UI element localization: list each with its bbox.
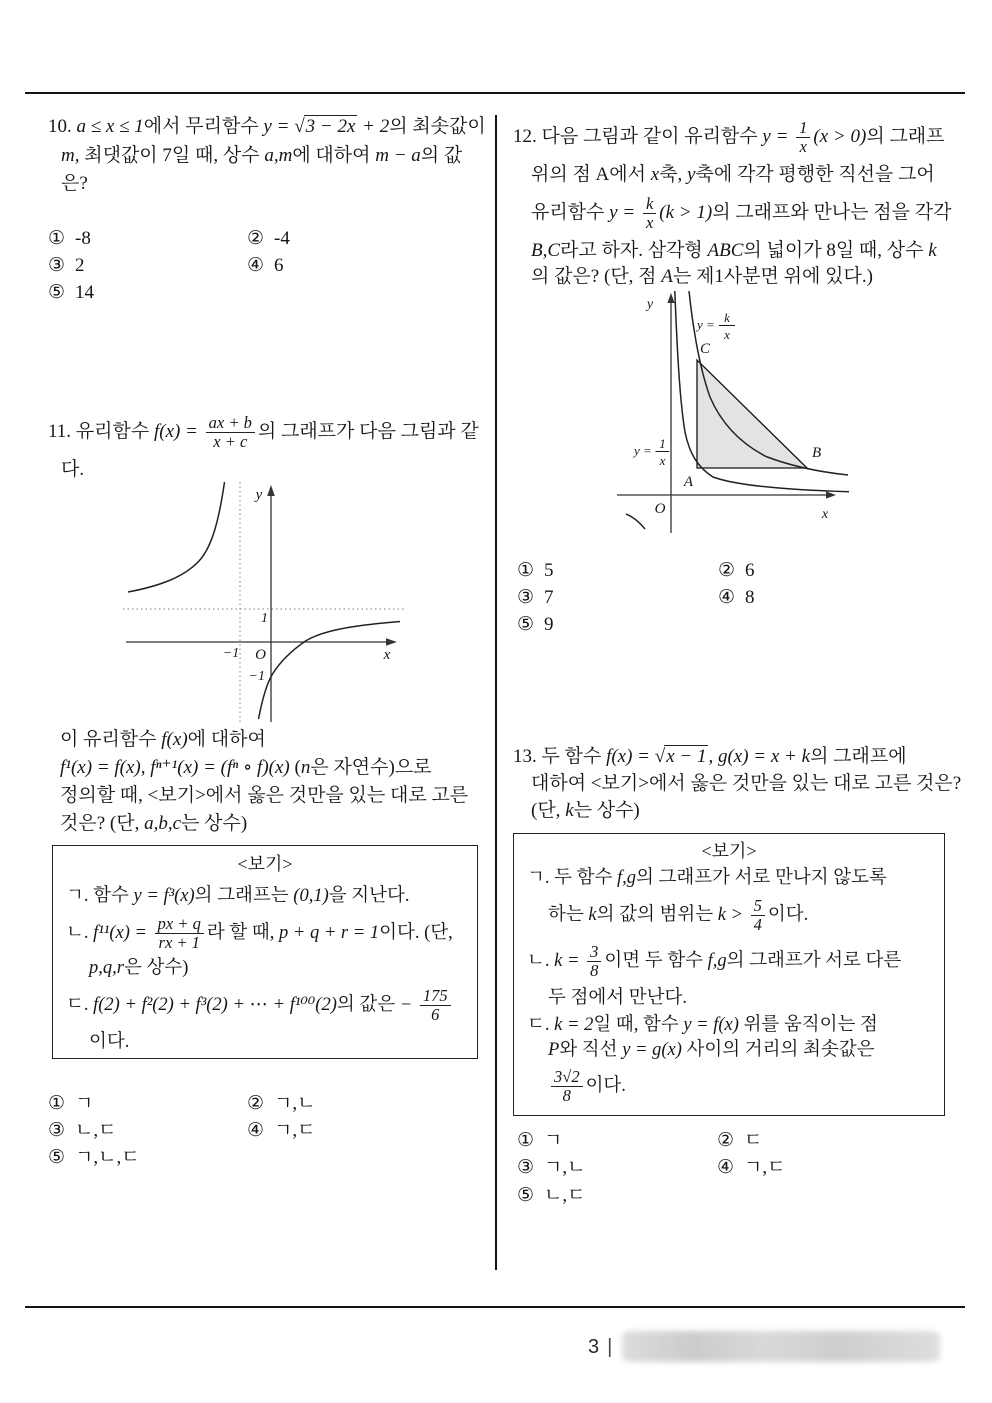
q10-line-1 xyxy=(48,112,486,142)
choice-badge: ② xyxy=(717,1129,735,1151)
math: k = 2 xyxy=(549,1015,594,1035)
item-label: ㄷ. xyxy=(66,995,89,1015)
item-label: ㄱ. xyxy=(66,886,89,906)
math: B,C xyxy=(531,240,561,261)
math: y = xyxy=(609,202,640,223)
q11-bogi-item-g xyxy=(66,882,409,910)
math: f,g xyxy=(617,868,637,888)
text: 의 값은 xyxy=(336,995,400,1015)
choice-label: 6 xyxy=(274,255,284,276)
math: f(2) + f²(2) + f³(2) + ⋯ + f¹⁰⁰(2) xyxy=(88,995,337,1015)
math: y = f³(x) xyxy=(133,886,195,906)
text: 의 값은? (단, 점 xyxy=(531,266,662,287)
y-axis-arrow xyxy=(267,485,275,496)
denominator: 4 xyxy=(753,915,762,935)
q13-number: 13. xyxy=(513,746,537,767)
y-axis-arrow xyxy=(667,293,674,303)
math: a,b,c xyxy=(144,813,182,834)
text: 위를 움직이는 점 xyxy=(738,1015,878,1035)
math: y = g(x) xyxy=(622,1040,682,1060)
choice-label: -4 xyxy=(274,228,290,249)
text: 에서 무리함수 xyxy=(143,116,264,137)
q11-choice-5 xyxy=(48,1145,140,1170)
page-number-separator: | xyxy=(607,1336,613,1358)
q10-choice-1 xyxy=(48,226,91,251)
math: f(x) = xyxy=(153,421,203,442)
choice-badge: ⑤ xyxy=(517,1184,535,1206)
choice-label: ㄱ,ㄷ xyxy=(744,1157,786,1178)
choice-label: ㄷ xyxy=(744,1130,763,1151)
math: (k > 1) xyxy=(659,202,713,223)
tick-minus1-x: −1 xyxy=(222,646,240,661)
page-number xyxy=(588,1334,612,1360)
choice-badge: ④ xyxy=(247,1119,265,1141)
q11-choice-1 xyxy=(48,1091,93,1116)
bottom-rule xyxy=(25,1306,965,1308)
math: k xyxy=(565,800,574,821)
q10-number: 10. xyxy=(48,116,72,137)
math: k > xyxy=(717,905,748,925)
q11-bogi-item-d xyxy=(66,982,454,1028)
choice-label: 8 xyxy=(745,587,755,608)
curve-left-branch xyxy=(128,482,225,592)
q10-choice-4 xyxy=(247,253,284,278)
point-b-label: B xyxy=(812,445,822,461)
triangle-abc xyxy=(697,360,807,468)
choice-label: 7 xyxy=(544,587,554,608)
tick-1: 1 xyxy=(261,611,268,626)
bogi-title: <보기> xyxy=(701,841,757,861)
q12-line-1 xyxy=(513,112,945,162)
choice-label: ㄱ xyxy=(544,1130,563,1151)
q12-choice-1 xyxy=(517,558,554,583)
choice-badge: ④ xyxy=(717,1156,735,1178)
choice-label: ㄱ,ㄴ xyxy=(274,1093,316,1114)
text: 이면 두 함수 xyxy=(604,951,708,971)
q13-choice-3 xyxy=(517,1155,586,1180)
math: x xyxy=(650,164,660,185)
q10-choice-5 xyxy=(48,280,94,305)
q13-bogi-item-d xyxy=(527,1011,878,1039)
math: , g(x) = x + k xyxy=(708,746,811,767)
radical-sign: √ xyxy=(654,746,666,767)
label-x: x xyxy=(724,327,730,342)
q10-choice-3 xyxy=(48,253,85,278)
label-k: k xyxy=(724,310,730,325)
choice-badge: ② xyxy=(718,559,736,581)
top-rule xyxy=(25,92,965,94)
q12-choice-2 xyxy=(718,558,755,583)
q11-bogi-item-n-cont xyxy=(89,954,188,982)
item-label: ㄷ. xyxy=(527,1015,550,1035)
redacted-footer-text xyxy=(622,1331,940,1362)
radicand: x − 1 xyxy=(666,746,707,767)
math: − xyxy=(399,995,417,1015)
curve-third-quadrant-tail xyxy=(626,514,645,529)
fraction xyxy=(587,943,601,981)
q12-line-4 xyxy=(531,237,937,265)
numerator xyxy=(551,1068,583,1087)
math: + 2 xyxy=(357,116,390,137)
denominator: 8 xyxy=(590,961,599,981)
denominator: x + c xyxy=(213,432,248,452)
text: 의 그래프와 만나는 점을 각각 xyxy=(712,202,952,223)
math: f,g xyxy=(707,951,727,971)
text: 의 값 xyxy=(420,145,463,166)
text: 의 그래프가 서로 다른 xyxy=(726,951,902,971)
text: 의 넓이가 8일 때, 상수 xyxy=(743,240,929,261)
math: f(x) = xyxy=(606,746,655,767)
fraction xyxy=(643,195,656,233)
denominator: x xyxy=(799,137,807,157)
choice-badge: ① xyxy=(517,1129,535,1151)
radicand: 3 − 2x xyxy=(305,116,356,137)
text: 축, xyxy=(659,164,688,185)
choice-badge: ① xyxy=(48,1092,66,1114)
text: 의 그래프가 서로 만나지 않도록 xyxy=(636,868,887,888)
text: 이다. xyxy=(767,905,809,925)
choice-badge: ① xyxy=(48,227,66,249)
q12-choice-3 xyxy=(517,585,554,610)
q11-choice-2 xyxy=(247,1091,316,1116)
text: 을 지난다. xyxy=(328,886,410,906)
q13-bogi-box xyxy=(513,833,945,1116)
point-a-label: A xyxy=(683,474,693,490)
text: 이다. xyxy=(585,1076,626,1096)
math: m − a xyxy=(375,145,421,166)
y-axis-label: y xyxy=(646,297,654,312)
item-label: ㄴ. xyxy=(66,923,89,943)
q12-line-5 xyxy=(531,263,873,291)
choice-badge: ④ xyxy=(718,586,736,608)
choice-badge: ⑤ xyxy=(48,1146,66,1168)
q12-graph xyxy=(600,291,855,541)
numerator: px + q xyxy=(155,915,204,934)
text: ( xyxy=(289,757,301,778)
choice-badge: ③ xyxy=(517,586,535,608)
text: 의 값의 범위는 xyxy=(596,905,718,925)
choice-label: 5 xyxy=(544,560,554,581)
q11-line-2: 다. xyxy=(61,459,85,480)
choice-badge: ③ xyxy=(517,1156,535,1178)
q11-bogi-item-n xyxy=(66,910,453,956)
origin-label: O xyxy=(654,501,666,517)
fraction xyxy=(206,414,255,452)
sqrt-expression xyxy=(655,746,709,767)
label-x: x xyxy=(659,453,666,468)
q11-bogi-item-d-cont: 이다. xyxy=(89,1032,130,1052)
label-1: 1 xyxy=(659,436,666,451)
numerator: 1 xyxy=(796,119,810,138)
text: 유리함수 xyxy=(531,202,610,223)
math: y = xyxy=(762,126,794,147)
q11-para-3: 정의할 때, <보기>에서 옳은 것만을 있는 대로 고른 xyxy=(60,785,469,806)
text: 라 할 때, xyxy=(206,923,279,943)
text: 두 함수 xyxy=(536,746,607,767)
bogi-title: <보기> xyxy=(237,854,293,874)
x-axis-label: x xyxy=(383,647,391,663)
math: f¹¹(x) = xyxy=(88,923,152,943)
denominator: x xyxy=(645,213,654,233)
text: 두 함수 xyxy=(549,868,617,888)
text: 최댓값이 7일 때, 상수 xyxy=(79,145,265,166)
text: 의 그래프는 xyxy=(194,886,294,906)
numerator: 175 xyxy=(420,987,451,1006)
fraction xyxy=(796,119,810,157)
x-axis-arrow xyxy=(386,638,397,646)
math: A xyxy=(661,266,673,287)
text: 와 직선 xyxy=(559,1040,623,1060)
choice-label: ㄴ,ㄷ xyxy=(544,1185,586,1206)
q12-line-3 xyxy=(531,188,951,238)
math: ABC xyxy=(707,240,744,261)
choice-label: 14 xyxy=(75,282,95,303)
radical-sign: √ xyxy=(294,116,305,137)
q11-graph xyxy=(98,482,433,722)
x-axis-label: x xyxy=(821,507,829,522)
math: y = xyxy=(263,116,295,137)
denominator: 8 xyxy=(562,1086,571,1106)
choice-badge: ④ xyxy=(247,254,265,276)
text: 의 그래프 xyxy=(866,126,945,147)
math: f(x) xyxy=(161,729,188,750)
q11-choice-3 xyxy=(48,1118,117,1143)
choice-badge: ① xyxy=(517,559,535,581)
math: k xyxy=(928,240,937,261)
radical-sign: √ xyxy=(562,1066,572,1086)
denominator: rx + 1 xyxy=(158,933,200,953)
label-y-equals-k-over-x: y = xyxy=(697,317,715,332)
choice-label: ㄱ,ㄴ,ㄷ xyxy=(75,1147,140,1168)
radicand: 2 xyxy=(571,1066,580,1086)
numerator: k xyxy=(643,195,656,214)
q13-bogi-item-n-cont: 두 점에서 만난다. xyxy=(548,988,687,1008)
choice-label: ㄱ xyxy=(75,1093,94,1114)
text: 에 대하여 xyxy=(187,729,266,750)
choice-label: 2 xyxy=(75,255,85,276)
curve-right-branch xyxy=(259,622,401,720)
q11-line-1 xyxy=(48,406,479,458)
text: 에 대하여 xyxy=(292,145,376,166)
text: 는 상수) xyxy=(181,813,248,834)
q13-choice-5 xyxy=(517,1183,586,1208)
math: a,m xyxy=(264,145,293,166)
label-y-equals-1-over-x: y = xyxy=(634,443,652,458)
text: 는 제1사분면 위에 있다.) xyxy=(672,266,873,287)
numerator: 3 xyxy=(587,943,601,962)
q13-bogi-item-d-cont1 xyxy=(548,1036,875,1064)
fraction xyxy=(551,1068,583,1106)
q13-choice-1 xyxy=(517,1128,562,1153)
math: p,q,r xyxy=(89,958,124,978)
q10-line-2 xyxy=(61,142,462,170)
math: (x > 0) xyxy=(813,126,867,147)
q13-bogi-item-g-cont xyxy=(548,892,808,938)
math: a ≤ x ≤ 1 xyxy=(71,116,144,137)
math: m, xyxy=(61,145,80,166)
choice-badge: ② xyxy=(247,1092,265,1114)
q12-number: 12. xyxy=(513,126,537,147)
column-divider xyxy=(495,115,497,1270)
q12-choice-5 xyxy=(517,612,554,637)
choice-badge: ② xyxy=(247,227,265,249)
q11-para-1 xyxy=(60,726,266,754)
q11-bogi-box xyxy=(52,845,478,1059)
q13-choice-2 xyxy=(717,1128,762,1153)
choice-label: ㄱ,ㄴ xyxy=(544,1157,586,1178)
coefficient: 3 xyxy=(554,1066,563,1086)
q13-bogi-item-d-cont2 xyxy=(548,1062,626,1110)
text: 의 그래프가 다음 그림과 같 xyxy=(257,421,479,442)
choice-label: 6 xyxy=(745,560,755,581)
q11-choice-4 xyxy=(247,1118,316,1143)
math: f¹(x) = f(x), fⁿ⁺¹(x) = (fⁿ ∘ f)(x) xyxy=(60,757,290,778)
choice-badge: ③ xyxy=(48,254,66,276)
text: 라고 하자. 삼각형 xyxy=(560,240,708,261)
q11-para-4 xyxy=(60,810,247,838)
numerator: ax + b xyxy=(206,414,255,433)
text: 이다. (단, xyxy=(379,923,453,943)
choice-label: 9 xyxy=(544,614,554,635)
q10-line-3: 은? xyxy=(61,173,88,194)
sqrt-expression xyxy=(294,116,357,137)
text: 의 그래프에 xyxy=(810,746,907,767)
item-label: ㄱ. xyxy=(527,868,550,888)
choice-badge: ⑤ xyxy=(48,281,66,303)
math: P xyxy=(548,1040,560,1060)
text: 이 유리함수 xyxy=(60,729,162,750)
q11-number: 11. xyxy=(48,421,72,442)
math: y = f(x) xyxy=(683,1015,739,1035)
origin-label: O xyxy=(255,647,266,663)
text: 위의 점 A에서 xyxy=(531,164,651,185)
fraction xyxy=(420,987,451,1025)
q10-choice-2 xyxy=(247,226,290,251)
math: n xyxy=(300,757,311,778)
choice-label: -8 xyxy=(75,228,91,249)
page-number-value: 3 xyxy=(588,1336,600,1358)
q13-line-3 xyxy=(531,797,640,825)
choice-badge: ⑤ xyxy=(517,613,535,635)
text: 것은? (단, xyxy=(60,813,145,834)
text: 은 상수) xyxy=(123,958,189,978)
text: 유리함수 xyxy=(71,421,154,442)
q13-bogi-item-n xyxy=(527,938,901,984)
fraction xyxy=(155,915,204,953)
text: 사이의 거리의 최솟값은 xyxy=(681,1040,875,1060)
text: 다음 그림과 같이 유리함수 xyxy=(536,126,763,147)
math: (0,1) xyxy=(293,886,329,906)
text: 함수 xyxy=(88,886,134,906)
q13-line-2: 대하여 <보기>에서 옳은 것만을 있는 대로 고른 것은? xyxy=(531,773,962,794)
choice-label: ㄱ,ㄷ xyxy=(274,1120,316,1141)
math: k xyxy=(588,905,597,925)
choice-badge: ③ xyxy=(48,1119,66,1141)
x-axis-arrow xyxy=(826,491,836,498)
text: 일 때, 함수 xyxy=(593,1015,684,1035)
denominator: 6 xyxy=(431,1005,440,1025)
y-axis-label: y xyxy=(255,487,263,503)
text: 의 최솟값이 xyxy=(389,116,486,137)
math: y xyxy=(687,164,696,185)
math: p + q + r = 1 xyxy=(278,923,380,943)
numerator: 5 xyxy=(751,897,765,916)
text: 하는 xyxy=(548,905,589,925)
q13-line-1 xyxy=(513,742,907,772)
text: 은 자연수)으로 xyxy=(310,757,432,778)
q12-line-2 xyxy=(531,161,935,189)
choice-label: ㄴ,ㄷ xyxy=(75,1120,117,1141)
text: 축에 각각 평행한 직선을 그어 xyxy=(695,164,935,185)
q11-para-2 xyxy=(60,754,432,782)
item-label: ㄴ. xyxy=(527,951,550,971)
tick-minus1-y: −1 xyxy=(248,669,265,684)
point-c-label: C xyxy=(700,341,711,357)
q13-choice-4 xyxy=(717,1155,786,1180)
math: k = xyxy=(549,951,585,971)
q12-choice-4 xyxy=(718,585,755,610)
q13-bogi-item-g xyxy=(527,864,887,892)
fraction xyxy=(751,897,765,935)
text: (단, xyxy=(531,800,566,821)
text: 는 상수) xyxy=(573,800,640,821)
